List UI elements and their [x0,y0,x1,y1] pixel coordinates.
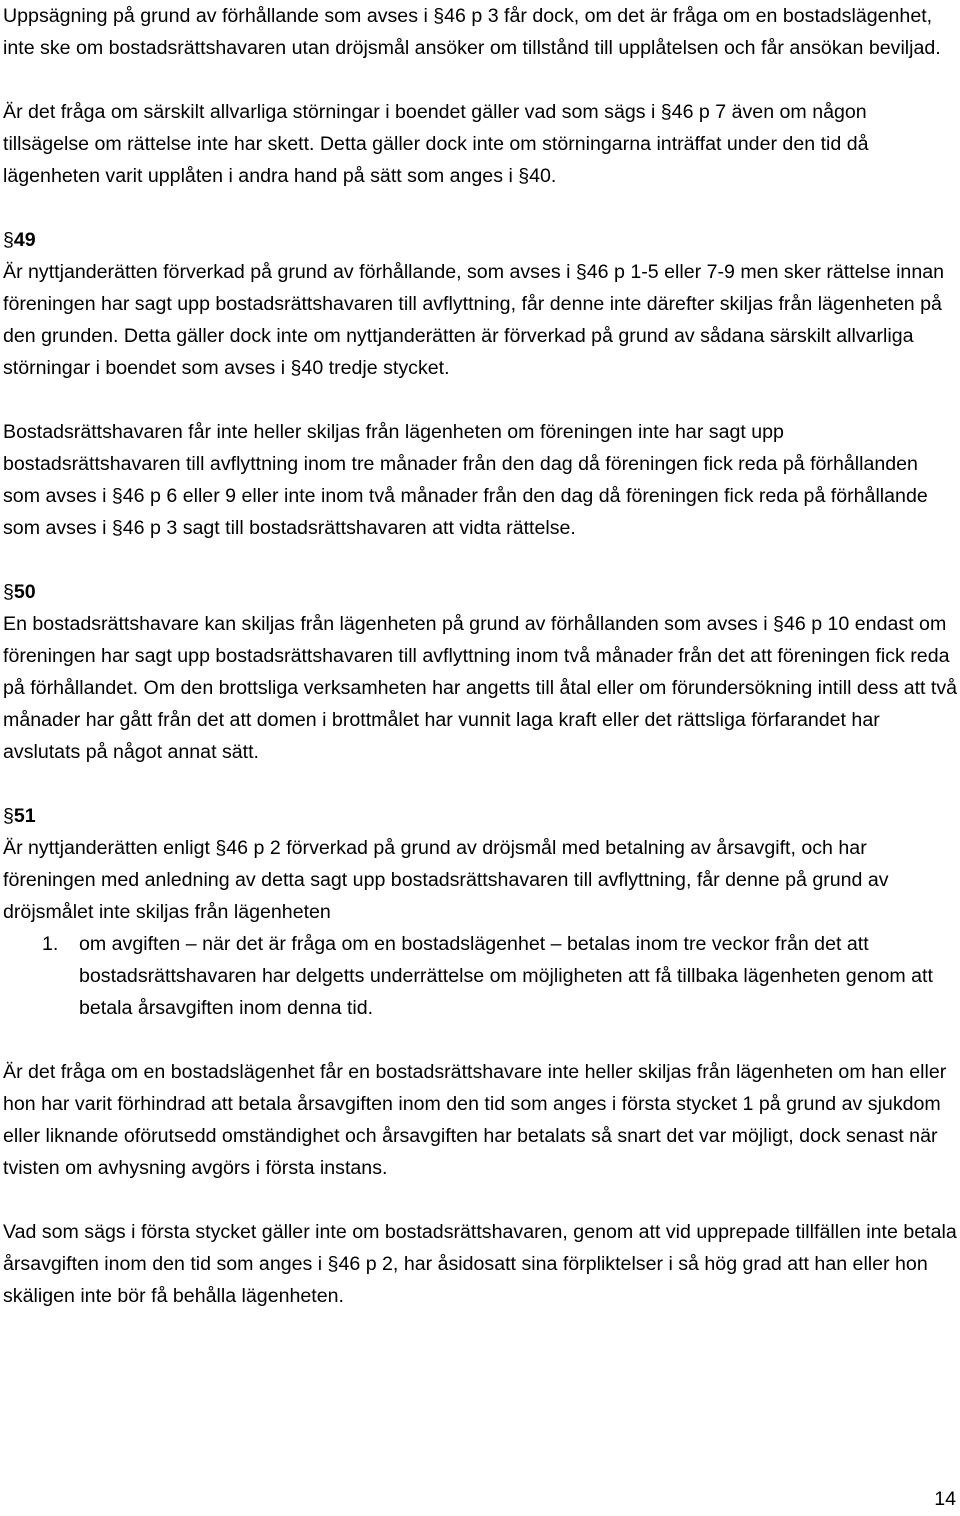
section-51 [3,800,958,1312]
section-number: 50 [13,581,36,603]
section-heading [3,576,958,608]
paragraph-text: Vad som sägs i första stycket gäller inte om bostadsrättshavaren, genom att vid upprepade tillfällen inte betala årsavgiften inom den tid som anges i §46 p 2, har åsidosatt sina förpliktelser i så hög grad att han eller hon skäligen inte bör få behålla lägenheten. [3,1221,957,1307]
paragraph [3,96,958,192]
list-item-text: om avgiften – när det är fråga om en bostadslägenhet – betalas inom tre veckor från det att bostadsrättshavaren har delgetts underrättelse om möjligheten att få tillbaka lägenheten genom att betala årsavgiften inom denna tid. [79,933,933,1019]
paragraph-text: Är det fråga om en bostadslägenhet får en bostadsrättshavare inte heller skiljas från lägenheten om han eller hon har varit förhindrad att betala årsavgiften inom den tid som anges i första stycket 1 på grund av sjukdom eller liknande oförutsedd omständighet och årsavgiften har betalats så snart det var möjligt, dock senast när tvisten om avhysning avgörs i första instans. [3,1061,947,1179]
paragraph-text: En bostadsrättshavare kan skiljas från lägenheten på grund av förhållanden som avses i §46 p 10 endast om föreningen har sagt upp bostadsrättshavaren till avflyttning inom två månader från det att föreningen fick reda på förhållandet. Om den brottsliga verksamheten har angetts till åtal eller om förundersökning intill dess att två månader har gått från det att domen i brottmålet har vunnit laga kraft eller det rättsliga förfarandet har avslutats på något annat sätt. [3,613,958,763]
section-symbol: § [3,229,14,251]
list-marker: 1. [42,933,59,955]
section-number: 49 [13,229,36,251]
section-50 [3,576,958,768]
document-body [3,0,958,1312]
paragraph-text: Är det fråga om särskilt allvarliga störningar i boendet gäller vad som sägs i §46 p 7 även om någon tillsägelse om rättelse inte har skett. Detta gäller dock inte om störningarna inträffat under den tid då lägenheten varit upplåten i andra hand på sätt som anges i §40. [3,101,869,187]
paragraph-text: Bostadsrättshavaren får inte heller skiljas från lägenheten om föreningen inte har sagt upp bostadsrättshavaren till avflyttning inom tre månader från den dag då föreningen fick reda på förhållanden som avses i §46 p 6 eller 9 eller inte inom två månader från den dag då föreningen fick reda på förhållande som avses i §46 p 3 sagt till bostadsrättshavaren att vidta rättelse. [3,421,928,539]
section-heading [3,224,958,256]
numbered-list [3,928,958,1024]
section-symbol: § [3,805,14,827]
page-number: 14 [934,1488,956,1510]
section-number: 51 [13,805,36,827]
list-item [3,928,958,1024]
paragraph [3,0,958,64]
section-symbol: § [3,581,14,603]
paragraph-text: Är nyttjanderätten enligt §46 p 2 förverkad på grund av dröjsmål med betalning av årsavgift, och har föreningen med anledning av detta sagt upp bostadsrättshavaren till avflyttning, får denne på grund av dröjsmålet inte skiljas från lägenheten [3,837,889,923]
paragraph-text: Är nyttjanderätten förverkad på grund av förhållande, som avses i §46 p 1-5 eller 7-9 men sker rättelse innan föreningen har sagt upp bostadsrättshavaren till avflyttning, får denne inte därefter skiljas från lägenheten på den grunden. Detta gäller dock inte om nyttjanderätten är förverkad på grund av sådana särskilt allvarliga störningar i boendet som avses i §40 tredje stycket. [3,261,945,379]
paragraph-text: Uppsägning på grund av förhållande som avses i §46 p 3 får dock, om det är fråga om en bostadslägenhet, inte ske om bostadsrättshavaren utan dröjsmål ansöker om tillstånd till upplåtelsen och får ansökan beviljad. [3,5,941,59]
section-49 [3,224,958,544]
section-heading [3,800,958,832]
